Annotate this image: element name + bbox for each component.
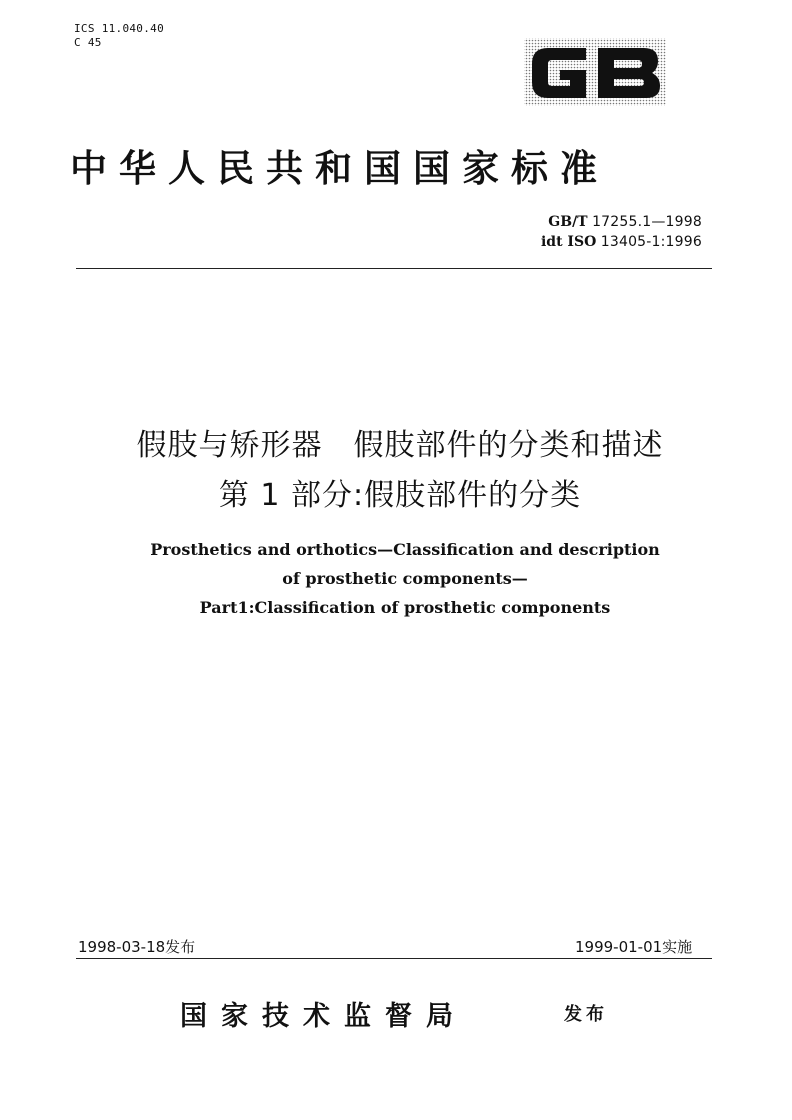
footer-divider [76, 958, 712, 959]
issuing-authority: 国家技术监督局 [180, 1001, 467, 1032]
header-divider [76, 268, 712, 269]
ccs-code: C 45 [74, 36, 102, 49]
chinese-title-line-1: 假肢与矫形器 假肢部件的分类和描述 [136, 428, 664, 463]
idt-label: idt ISO [540, 234, 597, 250]
issue-label: 发布 [564, 1004, 608, 1025]
chinese-title-line-2: 第 1 部分:假肢部件的分类 [218, 478, 582, 513]
standard-number-block [440, 212, 702, 252]
effective-date: 1999-01-01实施 [575, 938, 693, 956]
gb-logo [522, 36, 668, 108]
issue-date: 1998-03-18发布 [78, 938, 196, 956]
gb-number-value: 17255.1—1998 [592, 214, 702, 230]
idt-line [440, 232, 702, 252]
ics-code: ICS 11.040.40 [74, 22, 164, 35]
gb-number-line [440, 212, 702, 232]
english-title-line-3: Part1:Classification of prosthetic components [199, 598, 611, 617]
english-title-line-1: Prosthetics and orthotics—Classification and description [150, 540, 660, 559]
classification-codes [74, 22, 164, 50]
english-title-line-2: of prosthetic components— [282, 569, 528, 588]
idt-value: 13405-1:1996 [600, 234, 702, 250]
standard-category-title: 中华人民共和国国家标准 [70, 146, 609, 190]
gb-number-label: GB/T [548, 214, 588, 230]
